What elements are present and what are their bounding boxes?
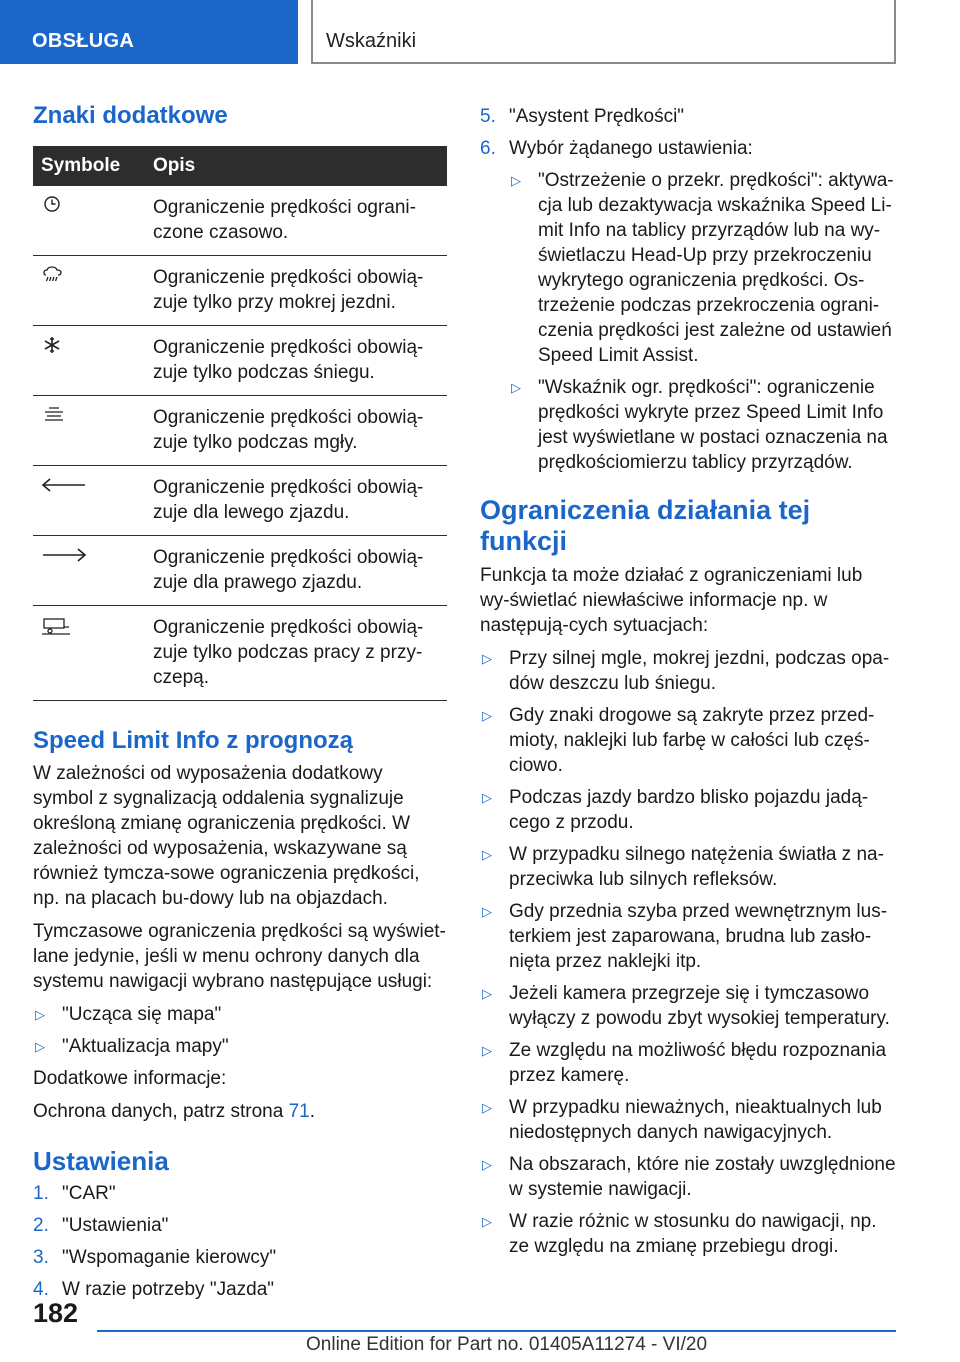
row-text: Ograniczenie prędkości obowią-zuje tylko podczas śniegu. xyxy=(153,326,447,396)
row-text: Ograniczenie prędkości obowią-zuje dla prawego zjazdu. xyxy=(153,536,447,606)
table-row xyxy=(33,536,447,606)
list-item: 1. "CAR" xyxy=(33,1183,116,1204)
symbols-table xyxy=(33,146,447,701)
row-text: Ograniczenie prędkości obowią-zuje dla lewego zjazdu. xyxy=(153,466,447,536)
list-item: ▷ W przypadku silnego natężenia światła z na-przeciwka lub silnych refleksów. xyxy=(482,844,884,890)
table-row xyxy=(33,396,447,466)
arrow-right-icon xyxy=(41,547,87,563)
triangle-bullet-icon: ▷ xyxy=(482,790,492,805)
col-desc-header: Opis xyxy=(153,146,447,186)
row-text: Ograniczenie prędkości ograni-czone czasowo. xyxy=(153,186,447,256)
list-item: ▷ Gdy znaki drogowe są zakryte przez przed-mioty, naklejki lub farbę w całości lub częś-ciowo. xyxy=(482,705,875,776)
triangle-bullet-icon: ▷ xyxy=(482,708,492,723)
section-tab: OBSŁUGA xyxy=(0,0,298,64)
list-item: ▷ "Aktualizacja mapy" xyxy=(35,1036,229,1057)
list-item: ▷ Na obszarach, które nie zostały uwzględnione w systemie nawigacji. xyxy=(482,1154,896,1200)
fog-icon xyxy=(41,405,67,425)
list-item: ▷ "Wskaźnik ogr. prędkości": ograniczenie prędkości wykryte przez Speed Limit Info jest wyświetlane w postaci oznaczenia na prędkościomierzu tablicy przyrządów. xyxy=(511,377,888,473)
row-text: Ograniczenie prędkości obowią-zuje tylko podczas pracy z przy-czepą. xyxy=(153,606,447,701)
triangle-bullet-icon: ▷ xyxy=(511,173,521,188)
list-item: ▷ Ze względu na możliwość błędu rozpoznania przez kamerę. xyxy=(482,1040,887,1086)
list-item: ▷ Przy silnej mgle, mokrej jezdni, podczas opa-dów deszczu lub śniegu. xyxy=(482,648,890,694)
heading-settings: Ustawienia xyxy=(33,1146,169,1176)
triangle-bullet-icon: ▷ xyxy=(511,380,521,395)
setting-options-list xyxy=(509,168,896,475)
triangle-bullet-icon: ▷ xyxy=(35,1007,45,1022)
triangle-bullet-icon: ▷ xyxy=(482,904,492,919)
list-item: ▷ Jeżeli kamera przegrzeje się i tymczasowo wyłączy z powodu zbyt wysokiej temperatury. xyxy=(482,983,890,1029)
list-item: ▷ "Ostrzeżenie o przekr. prędkości": aktywa-cja lub dezaktywacja wskaźnika Speed Li-mit Info na tablicy przyrządów lub na wy-świetlaczu Head-Up przy przekroczeniu wykrytego ograniczenia prędkości. Os-trzeżenie podczas przekroczenia ograni-czenia prędkości jest zależne od ustawień Speed Limit Assist. xyxy=(511,170,894,366)
paragraph-reference: Ochrona danych, patrz strona 71. xyxy=(33,1101,316,1122)
triangle-bullet-icon: ▷ xyxy=(482,1157,492,1172)
rain-icon xyxy=(41,265,65,285)
heading-additional-signs: Znaki dodatkowe xyxy=(33,102,228,129)
chapter-title: Wskaźniki xyxy=(311,0,896,64)
triangle-bullet-icon: ▷ xyxy=(482,651,492,666)
clock-icon xyxy=(41,195,63,213)
limitations-list xyxy=(480,646,896,1259)
list-item: 2. "Ustawienia" xyxy=(33,1215,169,1236)
settings-steps-continued xyxy=(480,104,896,161)
triangle-bullet-icon: ▷ xyxy=(482,986,492,1001)
list-item: 4. W razie potrzeby "Jazda" xyxy=(33,1279,275,1300)
list-item: ▷ Podczas jazdy bardzo blisko pojazdu jadą-cego z przodu. xyxy=(482,787,869,833)
triangle-bullet-icon: ▷ xyxy=(35,1039,45,1054)
row-text: Ograniczenie prędkości obowią-zuje tylko podczas mgły. xyxy=(153,396,447,466)
list-item: ▷ "Ucząca się mapa" xyxy=(35,1004,222,1025)
table-row xyxy=(33,256,447,326)
page-number: 182 xyxy=(33,1298,79,1328)
triangle-bullet-icon: ▷ xyxy=(482,1043,492,1058)
table-row xyxy=(33,606,447,701)
arrow-left-icon xyxy=(41,477,87,493)
services-list xyxy=(33,1002,447,1059)
paragraph: Tymczasowe ograniczenia prędkości są wyświet-lane jedynie, jeśli w menu ochrony danych dla systemu nawigacji wybrano następujące usługi: xyxy=(33,921,446,992)
list-item: ▷ W przypadku nieważnych, nieaktualnych lub niedostępnych danych nawigacyjnych. xyxy=(482,1097,882,1143)
triangle-bullet-icon: ▷ xyxy=(482,1100,492,1115)
list-item: 3. "Wspomaganie kierowcy" xyxy=(33,1247,277,1268)
trailer-icon xyxy=(41,615,71,637)
table-row xyxy=(33,466,447,536)
list-item: 5. "Asystent Prędkości" xyxy=(480,106,685,127)
triangle-bullet-icon: ▷ xyxy=(482,1214,492,1229)
list-item: ▷ W razie różnic w stosunku do nawigacji, np. ze względu na zmianę przebiegu drogi. xyxy=(482,1211,877,1257)
table-row xyxy=(33,326,447,396)
table-row xyxy=(33,186,447,256)
right-column xyxy=(480,104,896,1266)
footer-divider xyxy=(97,1330,896,1332)
paragraph: W zależności od wyposażenia dodatkowy symbol z sygnalizacją oddalenia sygnalizuje określoną zmianę ograniczenia prędkości. W zależności od wyposażenia, wskazywane są również tymcza-sowe ograniczenia prędkości, np. na placach bu-dowy lub na objazdach. xyxy=(33,763,420,909)
snowflake-icon xyxy=(41,335,63,355)
settings-steps xyxy=(33,1181,447,1302)
row-text: Ograniczenie prędkości obowią-zuje tylko przy mokrej jezdni. xyxy=(153,256,447,326)
heading-limitations: Ograniczenia działania tej funkcji xyxy=(480,495,811,556)
edition-note: Online Edition for Part no. 01405A11274 - VI/20 xyxy=(306,1334,708,1355)
col-symbol-header: Symbole xyxy=(33,146,153,186)
paragraph: Dodatkowe informacje: xyxy=(33,1068,227,1089)
left-column xyxy=(33,96,447,1309)
list-item: ▷ Gdy przednia szyba przed wewnętrznym lus-terkiem jest zaparowana, brudna lub zasło-nięta przez naklejki itp. xyxy=(482,901,888,972)
paragraph: Funkcja ta może działać z ograniczeniami lub wy-świetlać niewłaściwe informacje np. w następują-cych sytuacjach: xyxy=(480,565,863,636)
page-link[interactable]: 71 xyxy=(288,1101,310,1122)
list-item: 6. Wybór żądanego ustawienia: xyxy=(480,138,753,159)
heading-speed-limit-info: Speed Limit Info z prognozą xyxy=(33,727,353,754)
triangle-bullet-icon: ▷ xyxy=(482,847,492,862)
